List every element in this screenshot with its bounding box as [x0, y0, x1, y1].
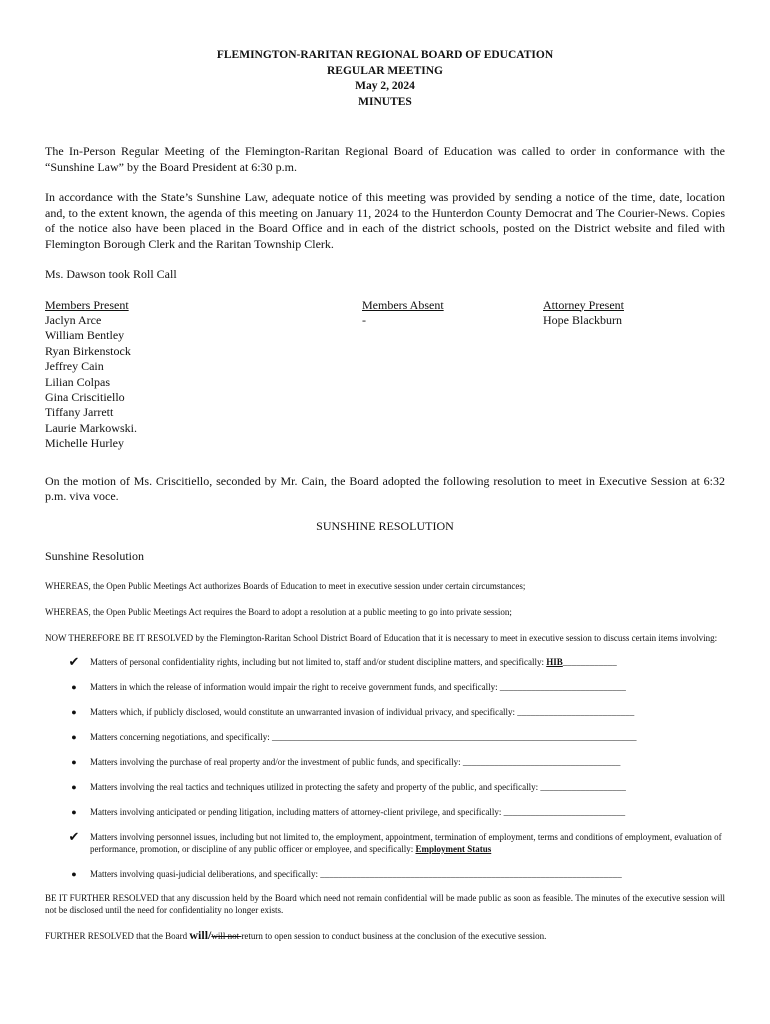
further-resolved-lead: FURTHER RESOLVED that the Board [45, 930, 190, 941]
motion-paragraph: On the motion of Ms. Criscitiello, seconded by Mr. Cain, the Board adopted the following resolution to meet in Executive Session at 6:32 p.m. viva voce. [45, 473, 725, 504]
member-name: Laurie Markowski. [45, 420, 137, 435]
bullet-icon: ● [71, 806, 77, 817]
attorney-name: Hope Blackburn [543, 312, 622, 327]
bullet-icon: ● [71, 868, 77, 879]
whereas-clause-1: WHEREAS, the Open Public Meetings Act authorizes Boards of Education to meet in executive session under certain circumstances; [45, 580, 526, 591]
item-text: Matters involving personnel issues, including but not limited to, the employment, appointment, termination of employment, terms and conditions of employment, evaluation of performance, promotion, or discipline of any public officer or employee, and specifically: [90, 831, 722, 854]
members-present-column [45, 298, 362, 452]
member-name: Lilian Colpas [45, 374, 110, 389]
list-item [45, 828, 725, 855]
member-name: Ryan Birkenstock [45, 343, 131, 358]
item-text: Matters in which the release of information would impair the right to receive government funds, and specifically: ____________________________ [90, 681, 626, 692]
member-name: Gina Criscitiello [45, 389, 125, 404]
header-minutes: MINUTES [358, 95, 412, 108]
member-name: Jaclyn Arce [45, 312, 102, 327]
members-present-header: Members Present [45, 297, 129, 312]
roll-call-text: Ms. Dawson took Roll Call [45, 267, 177, 281]
bullet-icon: ● [71, 706, 77, 717]
member-name: William Bentley [45, 328, 125, 343]
item-text: Matters involving anticipated or pending litigation, including matters of attorney-client privilege, and specifically: ___________________________ [90, 806, 626, 817]
resolution-subtitle: Sunshine Resolution [45, 549, 145, 564]
list-item [45, 681, 725, 693]
item-emphasis: Employment Status [415, 843, 492, 854]
intro-paragraph: The In-Person Regular Meeting of the Flemington-Raritan Regional Board of Education was called to order in conformance with the “Sunshine Law” by the Board President at 6:30 p.m. [45, 144, 725, 174]
checkmark-icon: ✔ [68, 828, 80, 844]
roll-call-table [45, 298, 725, 452]
item-text: Matters of personal confidentiality rights, including but not limited to, staff and/or student discipline matters, and specifically: [90, 656, 547, 667]
list-item [45, 806, 725, 818]
list-item [45, 653, 725, 669]
bullet-icon: ● [71, 781, 77, 792]
header-org: FLEMINGTON-RARITAN REGIONAL BOARD OF EDUCATION [216, 49, 554, 61]
checkmark-icon: ✔ [68, 653, 80, 669]
list-item [45, 731, 725, 743]
further-resolved-rest: return to open session to conduct business at the conclusion of the executive session. [241, 930, 547, 941]
header-date: May 2, 2024 [355, 80, 415, 92]
resolution-title: SUNSHINE RESOLUTION [316, 518, 454, 533]
item-text: Matters involving the real tactics and techniques utilized in protecting the safety and property of the public, and specifically: ___________________ [90, 781, 626, 792]
bullet-icon: ● [71, 731, 77, 742]
item-text: Matters concerning negotiations, and specifically: _________________________________________________________________________________ [90, 731, 637, 742]
attorney-present-column [543, 298, 723, 452]
members-absent-header: Members Absent [362, 297, 444, 312]
notice-paragraph: In accordance with the State’s Sunshine Law, adequate notice of this meeting was provided by sending a notice of the time, date, location and, to the extent known, the agenda of this meeting on January 11, 2024 to the Hunterdon County Democrat and The Courier-News. Copies of the notice also have been placed in the Board Office and in each of the district schools, posted on the District website and filed with Flemington Borough Clerk and the Raritan Township Clerk. [45, 190, 725, 251]
further-resolved-1: BE IT FURTHER RESOLVED that any discussion held by the Board which need not remain confidential will be made public as soon as feasible. The minutes of the executive session will not be disclosed until the need for confidentiality no longer exists. [45, 892, 725, 915]
item-text: Matters involving the purchase of real property and/or the investment of public funds, and specifically: ___________________________________ [90, 756, 621, 767]
list-item [45, 706, 725, 718]
document-header [45, 48, 725, 110]
bullet-icon: ● [71, 681, 77, 692]
executive-session-items [45, 653, 725, 880]
will-option: will/ [189, 927, 212, 942]
member-name: Tiffany Jarrett [45, 405, 114, 420]
member-name: Jeffrey Cain [45, 359, 104, 374]
attorney-present-header: Attorney Present [543, 297, 624, 312]
members-absent-column [362, 298, 543, 452]
list-item [45, 781, 725, 793]
member-name: Michelle Hurley [45, 436, 124, 451]
whereas-clause-2: WHEREAS, the Open Public Meetings Act requires the Board to adopt a resolution at a public meeting to go into private session; [45, 606, 512, 617]
will-not-struck: will not [211, 930, 242, 941]
further-resolved-2 [45, 929, 725, 942]
header-meeting-type: REGULAR MEETING [327, 64, 443, 77]
item-tail: ____________ [562, 656, 617, 667]
list-item [45, 756, 725, 768]
item-emphasis: HIB [546, 656, 563, 667]
absent-entry: - [362, 312, 366, 327]
now-therefore-clause: NOW THEREFORE BE IT RESOLVED by the Flemington-Raritan School District Board of Education that it is necessary to meet in executive session to discuss certain items involving: [45, 632, 718, 643]
list-item [45, 868, 725, 880]
item-text: Matters involving quasi-judicial deliberations, and specifically: ___________________________________________________________________ [90, 868, 622, 879]
bullet-icon: ● [71, 756, 77, 767]
item-text: Matters which, if publicly disclosed, would constitute an unwarranted invasion of individual privacy, and specifically: __________________________ [90, 706, 635, 717]
